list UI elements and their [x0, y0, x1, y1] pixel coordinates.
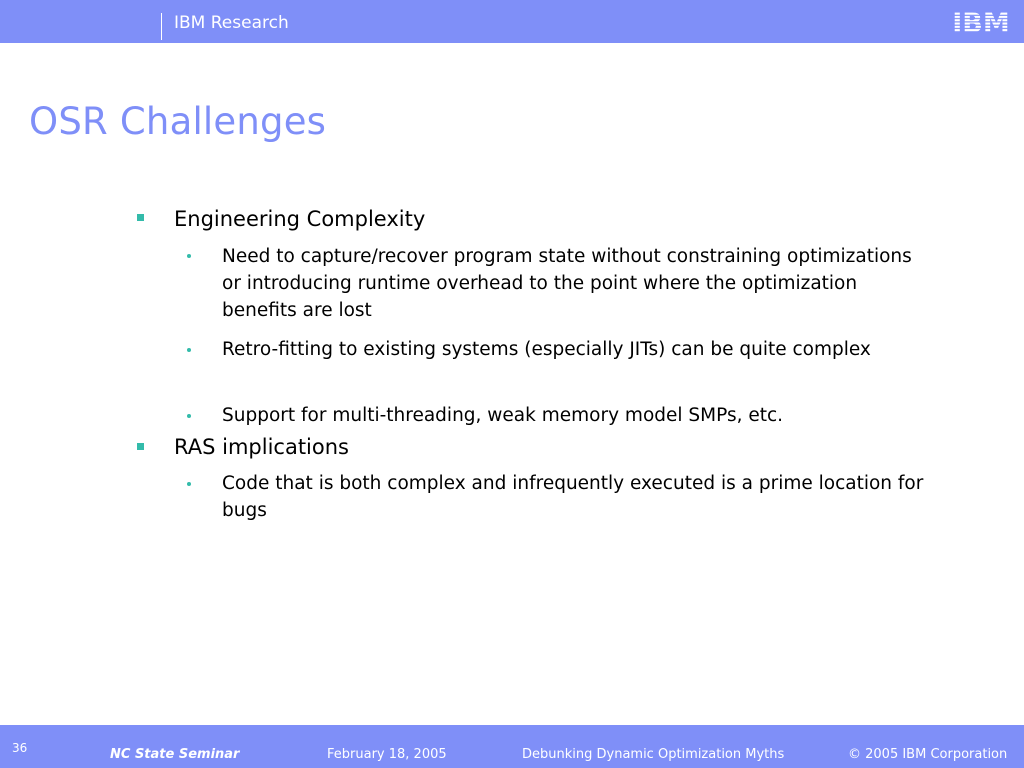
- page-number: 36: [12, 741, 28, 755]
- bullet-ras-implications: RAS implications: [174, 435, 349, 459]
- bullet-dot-icon: [187, 414, 191, 418]
- footer-copyright: © 2005 IBM Corporation: [848, 747, 1008, 762]
- footer-date: February 18, 2005: [327, 747, 447, 762]
- footer-talk-title: Debunking Dynamic Optimization Myths: [522, 747, 785, 762]
- bullet-square-icon: [137, 443, 144, 450]
- slide-title: OSR Challenges: [29, 100, 327, 143]
- subitem-bugs: Code that is both complex and infrequently executed is a prime location for bugs: [222, 473, 924, 521]
- bullet-dot-icon: [187, 482, 191, 486]
- subitem-program-state: Need to capture/recover program state without constraining optimizations or introducing runtime overhead to the point where the optimization benefits are lost: [222, 246, 912, 321]
- subitem-multi-threading: Support for multi-threading, weak memory model SMPs, etc.: [222, 405, 784, 426]
- logo-text: IBM: [952, 8, 1010, 36]
- bullet-dot-icon: [187, 254, 191, 258]
- header-title: IBM Research: [174, 13, 289, 33]
- footer-seminar: NC State Seminar: [110, 747, 240, 762]
- subitem-retro-fitting: Retro-fitting to existing systems (especially JITs) can be quite complex: [222, 339, 871, 360]
- bullet-square-icon: [137, 214, 144, 221]
- bullet-dot-icon: [187, 348, 191, 352]
- bullet-engineering-complexity: Engineering Complexity: [174, 207, 426, 231]
